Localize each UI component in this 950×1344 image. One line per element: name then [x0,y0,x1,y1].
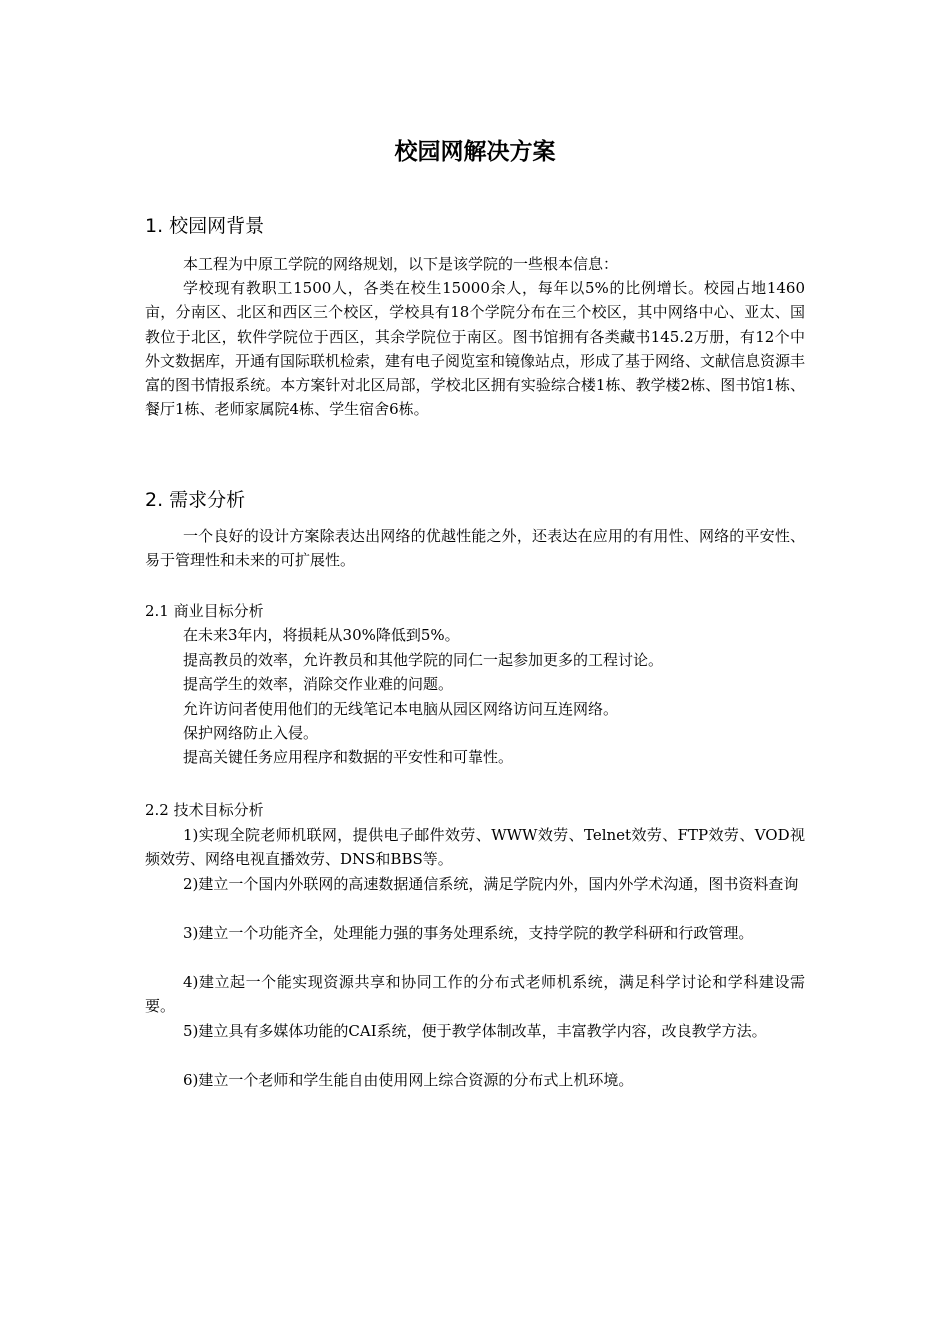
list-item: 提高关键任务应用程序和数据的平安性和可靠性。 [183,748,514,766]
list-item: 保护网络防止入侵。 [183,724,319,742]
subsection-heading-technical: 2.2 技术目标分析 [145,801,264,819]
list-item: 3)建立一个功能齐全，处理能力强的事务处理系统，支持学院的教学科研和行政管理。 [183,924,754,942]
section-heading-background: 1. 校园网背景 [145,215,265,237]
paragraph-school-info: 学校现有教职工1500人，各类在校生15000余人，每年以5%的比例增长。校园占地1460亩，分南区、北区和西区三个校区，学校具有18个学院分布在三个校区，其中网络中心、亚太、国教位于北区，软件学院位于西区，其余学院位于南区。图书馆拥有各类藏书145.2万册，有12个中外文数据库，开通有国际联机检索，建有电子阅览室和镜像站点，形成了基于网络、文献信息资源丰富的图书情报系统。本方案针对北区局部，学校北区拥有实验综合楼1栋、教学楼2栋、图书馆1栋、餐厅1栋、老师家属院4栋、学生宿舍6栋。 [145,279,806,419]
list-item: 4)建立起一个能实现资源共享和协同工作的分布式老师机系统，满足科学讨论和学科建设需要。 [145,973,805,1016]
list-item: 5)建立具有多媒体功能的CAI系统，便于教学体制改革，丰富教学内容，改良教学方法。 [183,1022,767,1040]
paragraph-requirements: 一个良好的设计方案除表达出网络的优越性能之外，还表达在应用的有用性、网络的平安性、易于管理性和未来的可扩展性。 [145,527,805,570]
subsection-heading-business: 2.1 商业目标分析 [145,602,264,620]
page-title: 校园网解决方案 [394,139,556,165]
list-item: 2)建立一个国内外联网的高速数据通信系统，满足学院内外，国内外学术沟通，图书资料查询 [183,875,799,893]
list-item: 1)实现全院老师机联网，提供电子邮件效劳、WWW效劳、Telnet效劳、FTP效劳、VOD视频效劳、网络电视直播效劳、DNS和BBS等。 [145,826,805,869]
list-item: 6)建立一个老师和学生能自由使用网上综合资源的分布式上机环境。 [183,1071,634,1089]
list-item: 提高学生的效率，消除交作业难的问题。 [183,675,454,693]
section-heading-requirements: 2. 需求分析 [145,489,246,511]
paragraph-intro: 本工程为中原工学院的网络规划，以下是该学院的一些根本信息： [183,255,619,273]
list-item: 在未来3年内，将损耗从30%降低到5%。 [183,626,460,644]
list-item: 允许访问者使用他们的无线笔记本电脑从园区网络访问互连网络。 [183,700,619,718]
list-item: 提高教员的效率，允许教员和其他学院的同仁一起参加更多的工程讨论。 [183,651,664,669]
